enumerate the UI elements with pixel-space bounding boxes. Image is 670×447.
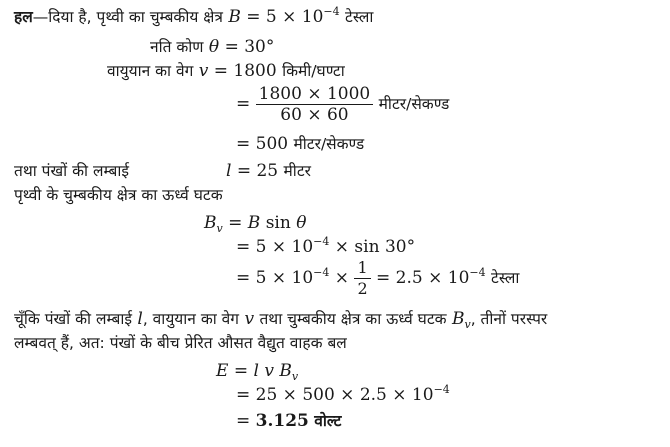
unit-tesla: टेस्ला [345,8,374,26]
unit-metre: मीटर [283,162,311,180]
var-theta-2: θ [296,213,307,233]
fraction-numerator: 1800 × 1000 [256,84,374,105]
given-text: —दिया है, पृथ्वी का चुम्बकीय क्षेत्र [32,8,223,26]
wing-length-value-group [226,160,311,182]
bv-result-line [236,254,519,302]
velocity-value: = 1800 [213,61,277,81]
explanation-part-c: तथा चुम्बकीय क्षेत्र का ऊर्ध्व घटक [259,310,447,328]
half-numerator: 1 [354,258,370,279]
explanation-part-b: , वायुयान का वेग [142,310,240,328]
var-v-2: v [244,309,255,329]
field-value: = $5 \times 10^{-4}$ [246,5,340,27]
unit-tesla-2: टेस्ला [491,269,520,287]
half-fraction [354,258,370,299]
var-B: B [228,7,241,27]
dip-angle-line [150,36,274,58]
var-Bv: $B_v$ [204,213,223,235]
fraction-denominator: 60 × 60 [280,105,349,125]
emf-formula-line [216,360,298,382]
bv-substitution: = $5 \times 10^{-4} \times \sin 30^\circ$ [236,235,416,257]
sin-function: sin [265,213,291,233]
var-v-3: v [264,361,274,381]
emf-result-line [236,410,342,432]
unit-m-per-s: मीटर/सेकण्ड [378,95,450,113]
emf-substitution-line [236,384,450,406]
bv-formula-line [204,212,306,234]
explanation-part-a: चूँकि पंखों की लम्बाई [14,310,132,328]
unit-km-per-hour: किमी/घण्टा [282,62,345,80]
half-denominator: 2 [357,279,368,298]
vertical-component-text: पृथ्वी के चुम्बकीय क्षेत्र का ऊर्ध्व घटक [14,186,223,204]
var-l-2: l [137,309,143,329]
var-v: v [198,61,209,81]
var-l-3: l [253,361,259,381]
equals-sign: = [236,94,251,114]
emf-value: 3.125 [255,411,309,431]
var-theta: θ [208,37,220,57]
dip-angle-label: नति कोण [150,38,204,56]
velocity-result: = 500 [236,134,289,154]
equals-sign-2: = [228,213,243,233]
wing-length-label: तथा पंखों की लम्बाई [14,162,129,180]
unit-m-per-s-2: मीटर/सेकण्ड [293,135,365,153]
bv-result: = $2.5 \times 10^{-4}$ [376,266,486,288]
explanation-part-d: , तीनों परस्पर [470,310,548,328]
velocity-conversion-line [236,80,449,128]
equals-sign-3: = [233,361,249,381]
var-Bv-2: $B_v$ [451,309,471,331]
velocity-label: वायुयान का वेग [107,62,194,80]
conversion-fraction [256,84,374,125]
wing-length-line [14,160,129,182]
wing-length-value: = 25 [236,161,279,181]
explanation-emf-text: लम्बवत् हैं, अत: पंखों के बीच प्रेरित औसत वैद्युत वाहक बल [14,334,347,352]
bv-step: = $5 \times 10^{-4}$ × [236,266,350,288]
dip-angle-value: = 30° [224,37,275,57]
var-l: l [226,161,232,181]
explanation-line-2 [14,332,347,354]
var-E: E [216,361,229,381]
emf-substitution: = $25 \times 500 \times 2.5 \times 10^{-4}$ [236,383,450,405]
var-B-2: B [247,213,261,233]
var-Bv-3: $B_v$ [279,361,299,383]
velocity-result-line [236,133,364,155]
vertical-component-heading [14,184,223,206]
velocity-line [107,60,345,82]
equals-sign-4: = [236,411,251,431]
solution-heading: हल [14,8,33,26]
explanation-line-1 [14,308,547,330]
unit-volt: वोल्ट [314,412,342,430]
given-magnetic-field-line [14,6,373,28]
